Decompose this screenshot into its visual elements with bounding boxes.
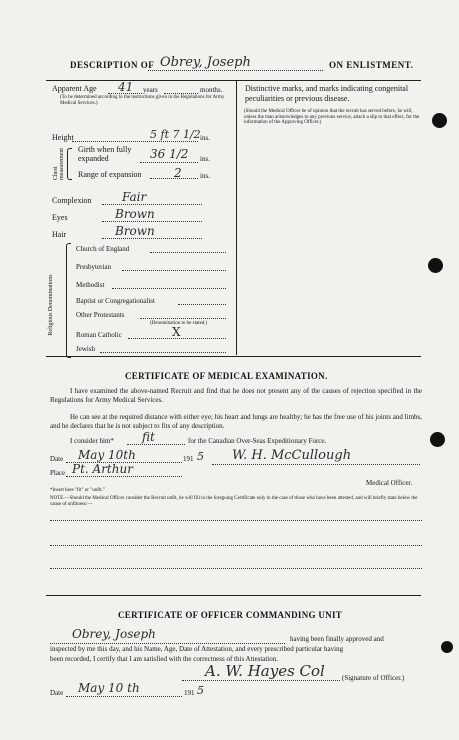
medical-year-print: 191 [183, 455, 194, 463]
denomination-line-7 [100, 352, 226, 353]
medical-officer-label: Medical Officer. [366, 479, 413, 487]
place-value: Pt. Arthur [72, 462, 133, 476]
section-divider [46, 595, 421, 596]
punch-hole-bottom [441, 641, 453, 653]
unfit-cause-line-3 [50, 568, 422, 569]
denomination-note: (Denomination to be stated.) [150, 321, 208, 326]
denomination-line-1 [150, 252, 226, 253]
punch-hole-top [432, 113, 447, 128]
officer-line2: inspected by me this day, and his Name, Age, Date of Attestation, and every prescribed particular having [50, 645, 344, 653]
complexion-label: Complexion [52, 196, 92, 205]
height-unit: ins. [200, 134, 210, 142]
age-value: 41 [118, 80, 134, 94]
denomination-presbyterian: Presbyterian [76, 263, 111, 271]
roman-catholic-mark: X [172, 325, 181, 339]
officer-name-line [50, 643, 285, 644]
height-value: 5 ft 7 1/2 [150, 128, 201, 141]
denomination-other-protestants: Other Protestants [76, 311, 125, 319]
officer-date-label: Date [50, 689, 64, 697]
height-line [72, 141, 198, 142]
officer-signature-line [182, 680, 340, 681]
eyes-line [102, 221, 202, 222]
medical-title: CERTIFICATE OF MEDICAL EXAMINATION. [125, 371, 328, 381]
frame-top-line [46, 80, 421, 81]
punch-hole-mid [428, 258, 443, 273]
header-name-line [148, 70, 323, 71]
months-label: months. [200, 86, 223, 94]
consider-line [127, 444, 185, 445]
chest-brace [67, 148, 72, 180]
officer-line1-suffix: having been finally approved and [290, 635, 384, 643]
consider-suffix: for the Canadian Over-Seas Expeditionary Force. [188, 437, 327, 445]
officer-date-line [66, 696, 182, 697]
denomination-roman-catholic: Roman Catholic [76, 331, 122, 339]
officer-title: CERTIFICATE OF OFFICER COMMANDING UNIT [118, 610, 343, 620]
denomination-methodist: Methodist [76, 281, 105, 289]
hair-label: Hair [52, 230, 67, 239]
officer-signature-label: (Signature of Officer.) [342, 674, 405, 682]
girth-unit: ins. [200, 155, 210, 163]
expansion-value: 2 [174, 166, 182, 180]
consider-prefix: I consider him* [70, 437, 114, 445]
medical-date-value: May 10th [78, 448, 136, 462]
denomination-baptist: Baptist or Congregationalist [76, 297, 155, 305]
eyes-label: Eyes [52, 213, 68, 222]
officer-signature: A. W. Hayes Col [205, 662, 325, 680]
unfit-cause-line-1 [50, 520, 422, 521]
marks-note: (Should the Medical Officer be of opinion that the recruit has served before, he will, unless the man acknowledges to any previous service, attach a slip to that effect, for the information of the Approving Officer.) [244, 109, 420, 125]
punch-hole-lower [430, 432, 445, 447]
frame-bottom-line [46, 356, 421, 357]
denomination-line-2 [122, 270, 226, 271]
footnote-right: NOTE.—Should the Medical Officer consider the Recruit unfit, he will fill in the foregoing Certificate only in the case of those who have been attested, and will briefly state below the cause of unfitness:— [50, 496, 418, 507]
age-note: (To be determined according to the instructions given in the Regulations for Army Medical Services.) [60, 95, 225, 106]
hair-value: Brown [115, 224, 155, 238]
chest-label: Chest measurement [53, 148, 65, 180]
frame-vertical-divider [236, 80, 237, 355]
medical-date-label: Date [50, 455, 64, 463]
denomination-line-4 [178, 304, 226, 305]
complexion-value: Fair [122, 190, 147, 204]
months-line [164, 93, 198, 94]
medical-signature-line [212, 464, 420, 465]
height-label: Height [52, 133, 74, 142]
unfit-cause-line-2 [50, 545, 422, 546]
complexion-line [102, 204, 202, 205]
consider-value: fit [142, 430, 155, 444]
expansion-unit: ins. [200, 172, 210, 180]
denomination-line-3 [112, 288, 226, 289]
officer-line3: been recorded, I certify that I am satisfied with the correctness of this Attestation. [50, 655, 279, 663]
header-title-left: DESCRIPTION OF [70, 60, 155, 70]
medical-para1: I have examined the above-named Recruit and find that he does not present any of the causes of rejection specified in the Regulations for Army Medical Services. [50, 387, 422, 404]
girth-line [140, 162, 198, 163]
place-line [66, 476, 182, 477]
hair-line [102, 238, 202, 239]
years-label: years [143, 86, 158, 94]
medical-para2: He can see at the required distance with either eye; his heart and lungs are healthy; he has the free use of his joints and limbs, and he declares that he is not subject to fits of any description. [50, 413, 422, 430]
header-title-right: ON ENLISTMENT. [329, 60, 414, 70]
place-label: Place [50, 469, 66, 477]
girth-label: Girth when fully expanded [78, 145, 132, 163]
officer-year-hw: 5 [197, 684, 204, 697]
girth-value: 36 1/2 [150, 147, 189, 161]
officer-recruit-name: Obrey, Joseph [72, 627, 156, 641]
header-name: Obrey, Joseph [160, 55, 251, 70]
religion-brace [66, 243, 71, 358]
footnote-left: *Insert here "fit" or "unfit." [50, 488, 105, 493]
medical-officer-signature: W. H. McCullough [232, 448, 352, 463]
marks-heading: Distinctive marks, and marks indicating congenital peculiarities or previous disease. [245, 84, 409, 103]
officer-date-value: May 10 th [78, 681, 140, 695]
officer-year-print: 191 [184, 689, 195, 697]
expansion-label: Range of expansion [78, 170, 142, 179]
medical-year-hw: 5 [197, 450, 204, 463]
denomination-line-5 [140, 318, 226, 319]
apparent-age-label: Apparent Age [52, 84, 97, 93]
age-line [108, 93, 142, 94]
eyes-value: Brown [115, 207, 155, 221]
religious-label: Religious Denominations [48, 274, 54, 336]
denomination-church-of-england: Church of England [76, 245, 130, 253]
denomination-jewish: Jewish [76, 345, 96, 353]
